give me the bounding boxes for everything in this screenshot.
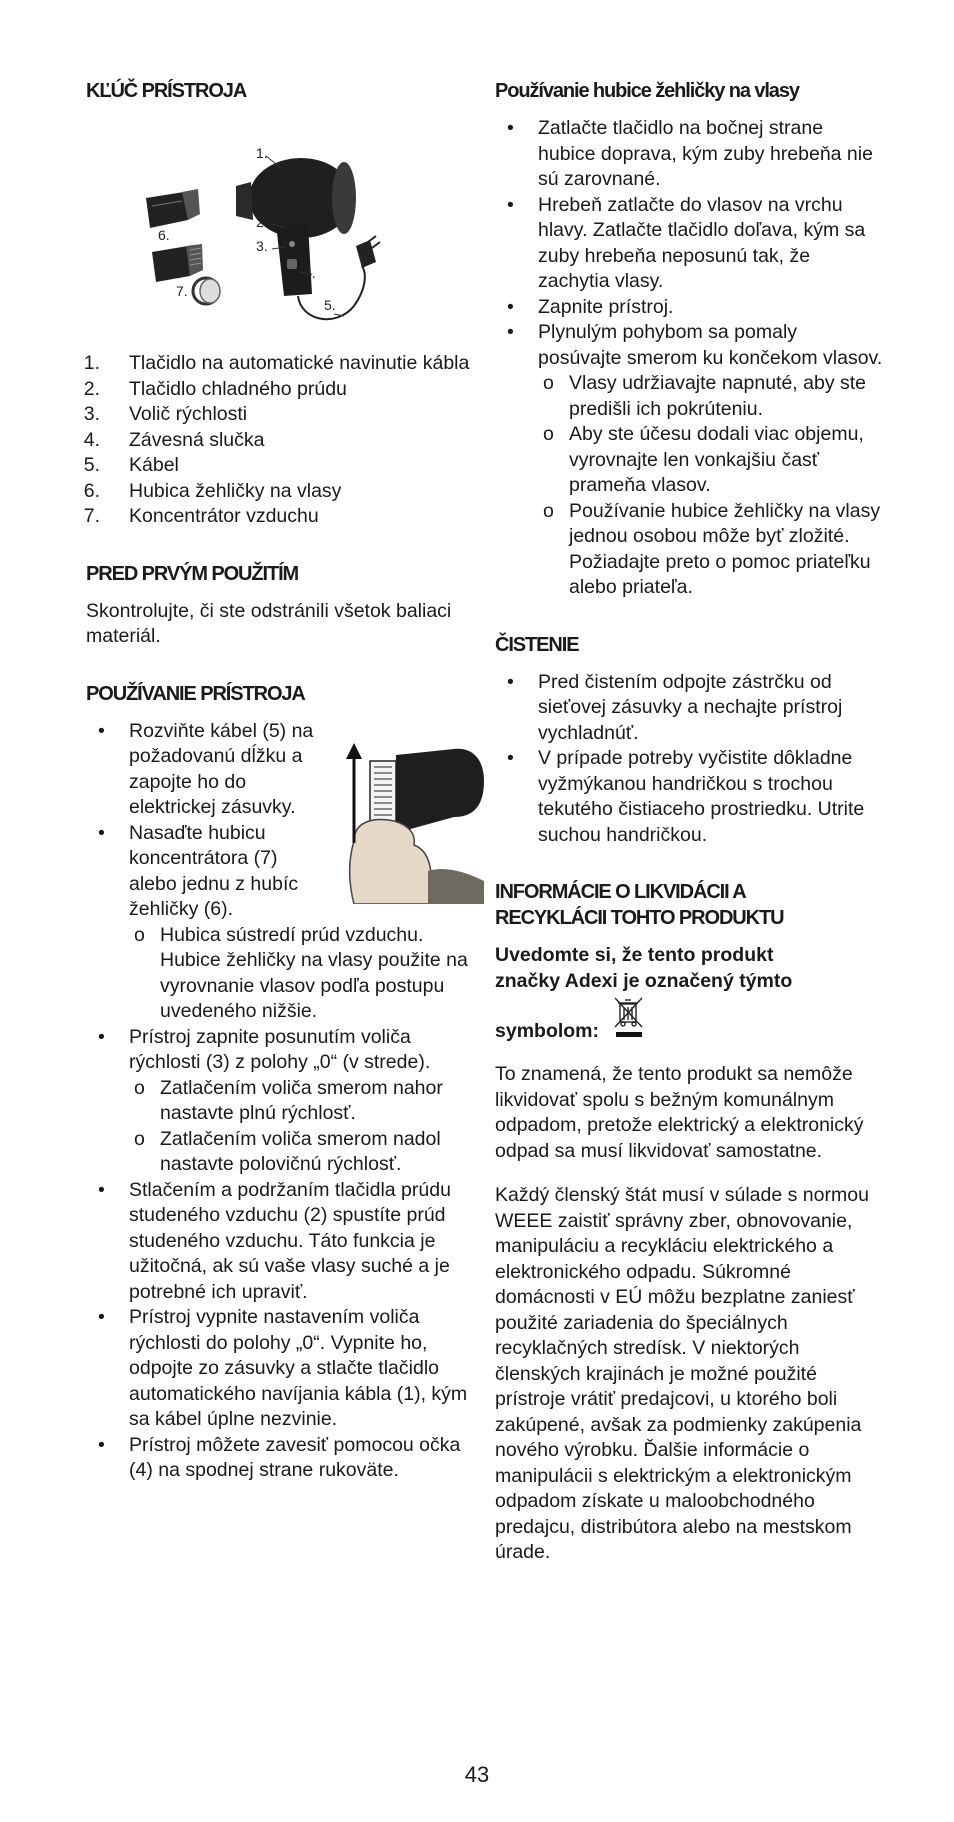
cleaning-heading: ČISTENIE	[495, 633, 579, 656]
bullet-item	[86, 1178, 470, 1306]
sub-bullet-item: o Aby ste účesu dodali viac objemu, vyrovnajte len vonkajšiu časť prameňa vlasov.	[538, 422, 885, 499]
bullet-item	[495, 320, 885, 601]
bullet-item	[495, 116, 885, 193]
bullet-text: Rozviňte kábel (5) na požadovanú dĺžku a zapojte ho do elektrickej zásuvky.	[129, 719, 314, 818]
right-column	[495, 78, 885, 1566]
bullet-item	[495, 670, 885, 747]
key-item-number: 7.	[83, 505, 100, 527]
diagram-label-7: 7.	[176, 283, 188, 299]
key-item-text: Volič rýchlosti	[129, 403, 248, 425]
disposal-paragraph-2: Každý členský štát musí v súlade s normou WEEE zaistiť správny zber, obnovovanie, manipuláciu a recykláciu elektrického a elektronického odpadu. Súkromné domácnosti v EÚ môžu bezplatne zaniesť použité zariadenia do špeciálnych recyklačných stredísk. V niektorých členských krajinách je možné použité prístroje vrátiť predajcovi, u ktorého boli zakúpené, avšak za podmienky zakúpenia nového výrobku. Ďalšie informácie o manipulácii s elektrickým a elektronickým odpadom získate u maloobchodného predajcu, distribútora alebo na mestskom úrade.	[495, 1184, 869, 1563]
left-column	[83, 78, 470, 1484]
bullet-item	[86, 1433, 470, 1484]
key-list-item	[83, 377, 470, 403]
bullet-item	[495, 193, 885, 295]
weee-crossed-bin-icon	[609, 994, 649, 1042]
usage-heading: POUŽÍVANIE PRÍSTROJA	[86, 682, 305, 705]
bullet-text: Pred čistením odpojte zástrčku od sieťovej zásuvky a nechajte prístroj vychladnúť.	[538, 670, 843, 744]
diagram-label-1: 1.	[256, 145, 268, 161]
bullet-text: Plynulým pohybom sa pomaly posúvajte smerom ku končekom vlasov.	[538, 321, 883, 369]
disposal-heading	[495, 879, 885, 931]
sub-list	[129, 923, 470, 1025]
hair-dryer-diagram-icon	[86, 116, 470, 331]
key-list-item	[83, 453, 470, 479]
key-heading: KĽÚČ PRÍSTROJA	[86, 80, 247, 102]
appliance-diagram	[86, 116, 470, 331]
key-item-number: 2.	[83, 377, 100, 400]
diagram-label-5: 5.	[324, 297, 336, 313]
disposal-heading-line2: RECYKLÁCII TOHTO PRODUKTU	[495, 907, 784, 929]
key-item-number: 3.	[83, 403, 100, 425]
bullet-text: Zatlačte tlačidlo na bočnej strane hubice doprava, kým zuby hrebeňa nie sú zarovnané.	[538, 117, 873, 190]
bullet-text: Zapnite prístroj.	[538, 295, 674, 318]
straightener-list	[495, 116, 885, 601]
key-list-item	[83, 504, 470, 530]
cleaning-list	[495, 670, 885, 849]
sub-list	[538, 371, 885, 601]
diagram-label-6: 6.	[158, 227, 170, 243]
first-use-text: Skontrolujte, či ste odstránili všetok baliaci materiál.	[86, 599, 452, 647]
sub-bullet-item: o Zatlačením voliča smerom nadol nastavte polovičnú rýchlosť.	[129, 1127, 470, 1178]
diagram-label-2: 2.	[256, 214, 268, 230]
key-item-text: Hubica žehličky na vlasy	[129, 479, 342, 502]
diagram-label-4: 4.	[304, 265, 316, 281]
key-item-number: 5.	[83, 454, 100, 476]
key-list	[83, 351, 470, 530]
usage-list	[86, 719, 470, 1484]
symbol-line	[495, 994, 885, 1044]
sub-bullet-item: o Vlasy udržiavajte napnuté, aby ste predišli ich pokrúteniu.	[538, 371, 885, 422]
sub-bullet-item: o Hubica sústredí prúd vzduchu. Hubice žehličky na vlasy použite na vyrovnanie vlasov podľa postupu uvedeného nižšie.	[129, 923, 470, 1025]
disposal-bold-line2: značky Adexi je označený týmto	[495, 969, 793, 992]
bullet-text: Prístroj vypnite nastavením voliča rýchlosti do polohy „0“. Vypnite ho, odpojte zo zásuvky a stlačte tlačidlo automatického navíjania kábla (1), kým sa kábel úplne nezvinie.	[129, 1306, 468, 1430]
disposal-paragraph-1: To znamená, že tento produkt sa nemôže likvidovať spolu s bežným komunálnym odpadom, pretože elektrický a elektronický odpad sa musí likvidovať samostatne.	[495, 1063, 864, 1162]
disposal-bold-line1: Uvedomte si, že tento produkt	[495, 944, 774, 966]
key-item-number: 1.	[83, 352, 100, 374]
diagram-label-3: 3.	[256, 238, 268, 254]
first-use-heading: PRED PRVÝM POUŽITÍM	[86, 562, 299, 585]
bullet-item	[86, 821, 470, 1025]
bullet-item	[495, 746, 885, 848]
key-item-text: Koncentrátor vzduchu	[129, 505, 319, 527]
page-number: 43	[464, 1762, 490, 1787]
key-item-text: Kábel	[129, 454, 179, 476]
bullet-item	[86, 1305, 470, 1433]
key-item-number: 6.	[83, 479, 100, 502]
sub-bullet-item: o Zatlačením voliča smerom nahor nastavte plnú rýchlosť.	[129, 1076, 470, 1127]
key-item-text: Závesná slučka	[129, 428, 265, 451]
key-item-text: Tlačidlo chladného prúdu	[129, 377, 347, 400]
key-list-item	[83, 351, 470, 377]
key-list-item	[83, 479, 470, 505]
bullet-text: Nasaďte hubicu koncentrátora (7) alebo jednu z hubíc žehličky (6).	[129, 821, 299, 920]
sub-list	[129, 1076, 470, 1178]
disposal-bold-intro	[495, 943, 885, 994]
bullet-item	[495, 295, 885, 321]
bullet-item	[86, 719, 470, 821]
bullet-text: V prípade potreby vyčistite dôkladne vyžmýkanou handričkou s trochou tekutého čistiaceho prostriedku. Utrite suchou handričkou.	[538, 747, 865, 846]
key-item-number: 4.	[83, 428, 100, 451]
disposal-bold-line3: symbolom:	[495, 1019, 600, 1042]
key-list-item	[83, 402, 470, 428]
bullet-item	[86, 1025, 470, 1178]
bullet-text: Prístroj môžete zavesiť pomocou očka (4) na spodnej strane rukoväte.	[129, 1433, 461, 1481]
key-list-item	[83, 428, 470, 454]
disposal-heading-line1: INFORMÁCIE O LIKVIDÁCII A	[495, 881, 746, 903]
bullet-text: Stlačením a podržaním tlačidla prúdu studeného vzduchu (2) spustíte prúd studeného vzduchu. Táto funkcia je užitočná, ak sú vaše vlasy suché a je potrebné ich upraviť.	[129, 1178, 451, 1303]
straightener-heading: Používanie hubice žehličky na vlasy	[495, 80, 799, 102]
sub-bullet-item: o Používanie hubice žehličky na vlasy jednou osobou môže byť zložité. Požiadajte preto o pomoc priateľku alebo priateľa.	[538, 499, 885, 601]
bullet-text: Hrebeň zatlačte do vlasov na vrchu hlavy. Zatlačte tlačidlo doľava, kým sa zuby hrebeňa neposunú tak, že zachytia vlasy.	[538, 193, 866, 292]
bullet-text: Prístroj zapnite posunutím voliča rýchlosti (3) z polohy „0“ (v strede).	[129, 1025, 431, 1073]
key-item-text: Tlačidlo na automatické navinutie kábla	[129, 352, 470, 374]
